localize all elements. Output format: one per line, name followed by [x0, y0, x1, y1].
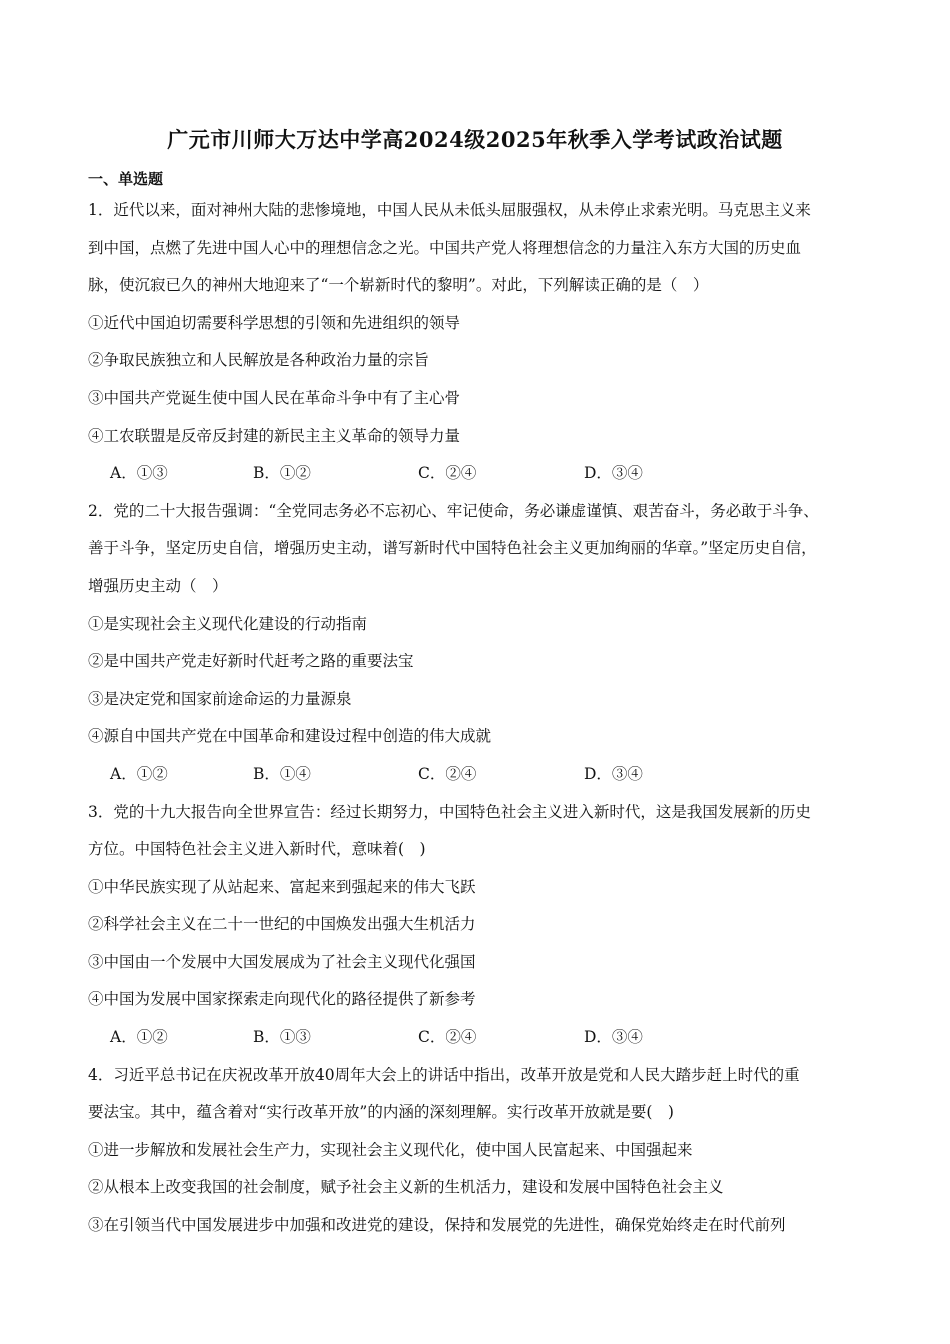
answer-choices [88, 756, 866, 794]
choice-c[interactable]: C．②④ [418, 1028, 477, 1047]
choice-a[interactable]: A．①② [110, 1028, 168, 1047]
question-stem-line: 2．党的二十大报告强调：“全党同志务必不忘初心、牢记使命，务必谦虚谨慎、艰苦奋斗，务必敢于斗争、 [88, 501, 819, 520]
choice-b[interactable]: B．①③ [253, 1028, 311, 1047]
statement-option: ③是决定党和国家前途命运的力量源泉 [88, 689, 352, 708]
question-stem-line: 方位。中国特色社会主义进入新时代，意味着( ) [88, 840, 426, 859]
statement-option: ④源自中国共产党在中国革命和建设过程中创造的伟大成就 [88, 727, 492, 746]
statement-option: ②是中国共产党走好新时代赶考之路的重要法宝 [88, 652, 414, 671]
question-stem-line: 脉，使沉寂已久的神州大地迎来了“一个崭新时代的黎明”。对此，下列解读正确的是（ ） [88, 276, 709, 295]
statement-option: ①近代中国迫切需要科学思想的引领和先进组织的领导 [88, 313, 461, 332]
choice-c[interactable]: C．②④ [418, 764, 477, 783]
statement-option: ①中华民族实现了从站起来、富起来到强起来的伟大飞跃 [88, 877, 476, 896]
answer-choices [88, 455, 866, 493]
question-1 [88, 192, 866, 493]
page-title: 广元市川师大万达中学高2024级2025年秋季入学考试政治试题 [167, 127, 783, 152]
question-stem-line: 3．党的十九大报告向全世界宣告：经过长期努力，中国特色社会主义进入新时代，这是我国发展新的历史 [88, 802, 811, 821]
choice-b[interactable]: B．①② [253, 464, 311, 483]
choice-a[interactable]: A．①③ [110, 464, 168, 483]
question-stem-line: 善于斗争，坚定历史自信，增强历史主动，谱写新时代中国特色社会主义更加绚丽的华章。”坚定历史自信， [88, 539, 817, 558]
choice-a[interactable]: A．①② [110, 764, 168, 783]
choice-c[interactable]: C．②④ [418, 464, 477, 483]
choice-d[interactable]: D．③④ [584, 764, 643, 783]
question-2 [88, 493, 866, 794]
statement-option: ②争取民族独立和人民解放是各种政治力量的宗旨 [88, 351, 430, 370]
statement-option: ②从根本上改变我国的社会制度，赋予社会主义新的生机活力，建设和发展中国特色社会主义 [88, 1178, 724, 1197]
question-stem-line: 1．近代以来，面对神州大陆的悲惨境地，中国人民从未低头屈服强权，从未停止求索光明。马克思主义来 [88, 201, 811, 219]
question-stem-line: 增强历史主动（ ） [88, 576, 228, 595]
question-list [88, 192, 866, 1245]
statement-option: ③中国由一个发展中大国发展成为了社会主义现代化强国 [88, 952, 476, 971]
statement-option: ③中国共产党诞生使中国人民在革命斗争中有了主心骨 [88, 388, 461, 407]
statement-option: ③在引领当代中国发展进步中加强和改进党的建设，保持和发展党的先进性，确保党始终走在时代前列 [88, 1216, 786, 1235]
statement-option: ①进一步解放和发展社会生产力，实现社会主义现代化，使中国人民富起来、中国强起来 [88, 1140, 693, 1159]
choice-b[interactable]: B．①④ [253, 764, 311, 783]
statement-option: ①是实现社会主义现代化建设的行动指南 [88, 614, 368, 633]
statement-option: ④工农联盟是反帝反封建的新民主主义革命的领导力量 [88, 426, 461, 445]
statement-option: ②科学社会主义在二十一世纪的中国焕发出强大生机活力 [88, 915, 476, 934]
question-stem-line: 要法宝。其中，蕴含着对“实行改革开放”的内涵的深刻理解。实行改革开放就是要( ) [88, 1103, 674, 1122]
question-4 [88, 1057, 866, 1245]
question-stem-line: 到中国，点燃了先进中国人心中的理想信念之光。中国共产党人将理想信念的力量注入东方大国的历史血 [88, 238, 802, 257]
section-heading: 一、单选题 [88, 170, 164, 188]
answer-choices [88, 1019, 866, 1057]
choice-d[interactable]: D．③④ [584, 1028, 643, 1047]
question-stem-line: 4．习近平总书记在庆祝改革开放40周年大会上的讲话中指出，改革开放是党和人民大踏步赶上时代的重 [88, 1065, 800, 1084]
question-3 [88, 794, 866, 1057]
statement-option: ④中国为发展中国家探索走向现代化的路径提供了新参考 [88, 990, 476, 1009]
choice-d[interactable]: D．③④ [584, 464, 643, 483]
